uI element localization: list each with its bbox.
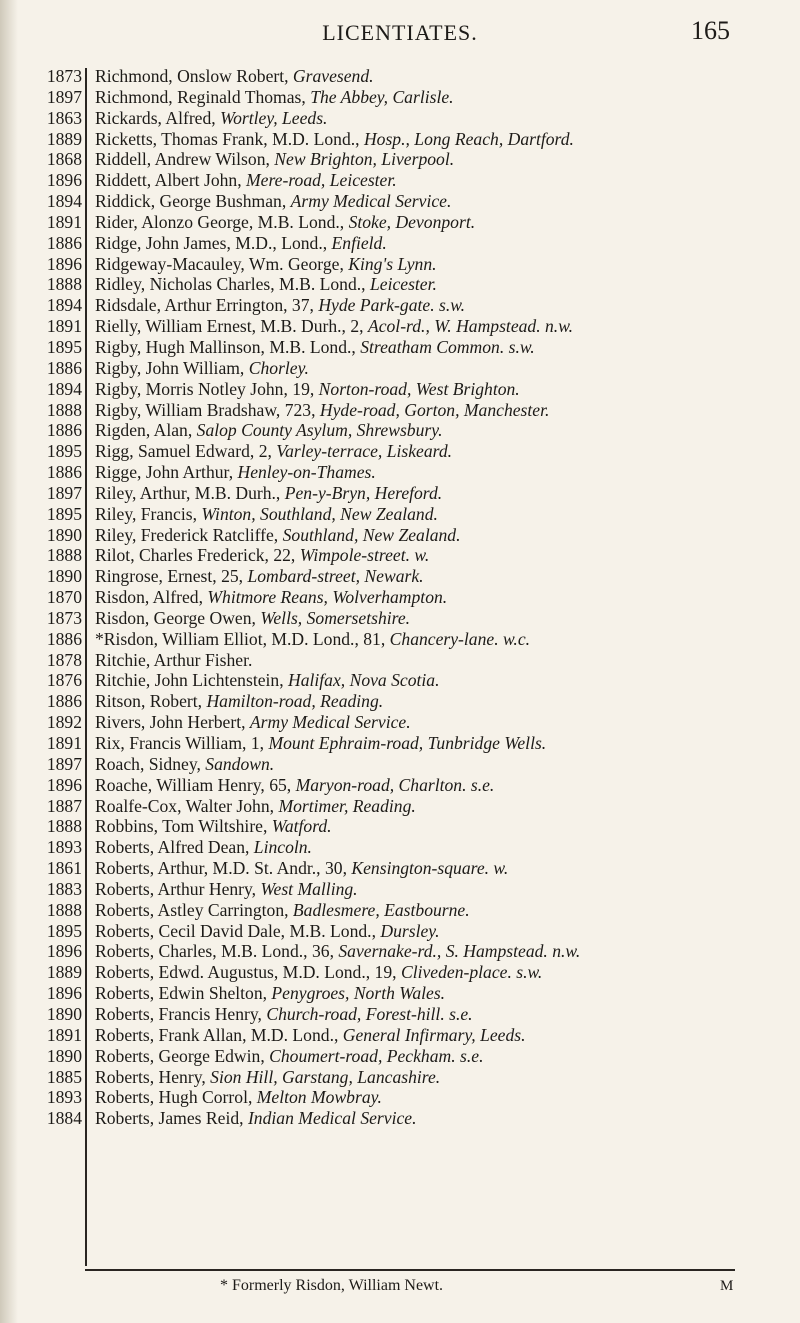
entry-year: 1886: [46, 232, 82, 253]
entry-year: 1895: [46, 503, 82, 524]
entry-location: Mortimer, Reading.: [278, 795, 416, 816]
entry-location: Army Medical Service.: [290, 191, 452, 212]
entry-name: Riddick, George Bushman,: [95, 191, 291, 212]
list-item: [95, 608, 795, 629]
list-item: [95, 400, 795, 421]
entry-location: Chorley.: [248, 357, 309, 378]
entry-year: 1893: [46, 837, 82, 858]
entry-location: Mere-road, Leicester.: [246, 170, 397, 191]
entry-location: Leicester.: [369, 274, 437, 295]
entry-name: Rielly, William Ernest, M.B. Durh., 2,: [95, 316, 368, 337]
list-item: [95, 941, 795, 962]
entry-location: Indian Medical Service.: [247, 1108, 417, 1129]
entry-location: Southland, New Zealand.: [282, 524, 461, 545]
list-item: [95, 149, 795, 170]
entry-name: Rigden, Alan,: [95, 420, 197, 441]
entry-year: 1878: [46, 649, 82, 670]
entry-year: 1863: [46, 107, 82, 128]
entry-location: Wimpole-street. w.: [299, 545, 430, 566]
list-item: [95, 1004, 795, 1025]
entry-year: 1893: [46, 1087, 82, 1108]
entries-column: [95, 66, 795, 1129]
entry-year: 1896: [46, 983, 82, 1004]
entry-location: Watford.: [271, 816, 332, 837]
entry-location: Hyde Park-gate. s.w.: [318, 295, 466, 316]
entry-year: 1886: [46, 420, 82, 441]
entry-year: 1885: [46, 1066, 82, 1087]
entry-location: Savernake-rd., S. Hampstead. n.w.: [338, 941, 581, 962]
list-item: [95, 587, 795, 608]
entry-name: Roberts, Edwd. Augustus, M.D. Lond., 19,: [95, 962, 401, 983]
entry-year: 1890: [46, 566, 82, 587]
entry-name: Roberts, James Reid,: [95, 1108, 248, 1129]
entry-year: 1891: [46, 316, 82, 337]
entry-name: Roache, William Henry, 65,: [95, 774, 296, 795]
entry-location: Hyde-road, Gorton, Manchester.: [319, 399, 550, 420]
entry-year: 1897: [46, 482, 82, 503]
entry-name: Ringrose, Ernest, 25,: [95, 566, 248, 587]
list-item: [95, 983, 795, 1004]
list-item: [95, 191, 795, 212]
entry-location: Melton Mowbray.: [256, 1087, 382, 1108]
list-item: [95, 1046, 795, 1067]
list-item: [95, 1087, 795, 1108]
list-item: [95, 441, 795, 462]
entry-location: King's Lynn.: [348, 253, 437, 274]
list-item: [95, 712, 795, 733]
list-item: [95, 483, 795, 504]
entry-name: Roalfe-Cox, Walter John,: [95, 795, 279, 816]
list-item: [95, 796, 795, 817]
entry-location: Henley-on-Thames.: [237, 462, 376, 483]
entry-year: 1896: [46, 170, 82, 191]
list-item: [95, 837, 795, 858]
list-item: [95, 358, 795, 379]
list-item: [95, 754, 795, 775]
entry-location: Acol-rd., W. Hampstead. n.w.: [367, 316, 574, 337]
list-item: [95, 691, 795, 712]
column-divider: [85, 68, 87, 1266]
list-item: [95, 108, 795, 129]
entry-location: Sion Hill, Garstang, Lancashire.: [210, 1066, 441, 1087]
entry-year: 1897: [46, 753, 82, 774]
list-item: [95, 1067, 795, 1088]
entry-location: Halifax, Nova Scotia.: [288, 670, 440, 691]
list-item: [95, 1108, 795, 1129]
entry-location: Chancery-lane. w.c.: [389, 628, 531, 649]
list-item: [95, 629, 795, 650]
entry-location: General Infirmary, Leeds.: [342, 1024, 526, 1045]
page-number: 165: [691, 16, 730, 45]
entry-year: 1892: [46, 712, 82, 733]
entry-year: 1895: [46, 336, 82, 357]
list-item: [95, 858, 795, 879]
entry-year: 1894: [46, 378, 82, 399]
list-item: [95, 337, 795, 358]
entry-name: Roberts, Hugh Corrol,: [95, 1087, 257, 1108]
entry-location: Salop County Asylum, Shrewsbury.: [196, 420, 443, 441]
list-item: [95, 545, 795, 566]
entry-name: Ricketts, Thomas Frank, M.D. Lond.,: [95, 128, 364, 149]
entry-year: 1890: [46, 1045, 82, 1066]
entry-year: 1888: [46, 545, 82, 566]
entry-name: Riddell, Andrew Wilson,: [95, 149, 275, 170]
entry-name: Roberts, Frank Allan, M.D. Lond.,: [95, 1024, 343, 1045]
entry-year: 1886: [46, 357, 82, 378]
entry-location: Dursley.: [380, 920, 440, 941]
page-header: [0, 12, 800, 52]
signature-mark: M: [720, 1278, 734, 1294]
entry-name: Riley, Arthur, M.B. Durh.,: [95, 482, 285, 503]
entry-name: Roach, Sidney,: [95, 753, 206, 774]
entry-location: Lincoln.: [253, 837, 312, 858]
entry-name: Rigby, John William,: [95, 357, 249, 378]
entry-name: Riddett, Albert John,: [95, 170, 247, 191]
list-item: [95, 379, 795, 400]
entry-year: 1896: [46, 941, 82, 962]
entry-year: 1894: [46, 191, 82, 212]
list-item: [95, 66, 795, 87]
entry-year: 1894: [46, 295, 82, 316]
entry-name: Rigby, Hugh Mallinson, M.B. Lond.,: [95, 336, 361, 357]
entry-name: Rigby, William Bradshaw, 723,: [95, 399, 320, 420]
entry-name: Ridge, John James, M.D., Lond.,: [95, 232, 332, 253]
entry-location: Varley-terrace, Liskeard.: [276, 441, 453, 462]
entry-year: 1890: [46, 1003, 82, 1024]
entry-location: Church-road, Forest-hill. s.e.: [266, 1003, 473, 1024]
entry-name: Roberts, Henry,: [95, 1066, 211, 1087]
list-item: [95, 733, 795, 754]
entry-year: 1884: [46, 1108, 82, 1129]
entry-name: Rigby, Morris Notley John, 19,: [95, 378, 319, 399]
entry-location: Mount Ephraim-road, Tunbridge Wells.: [268, 733, 547, 753]
list-item: [95, 775, 795, 796]
entry-year: 1876: [46, 670, 82, 691]
entry-location: Whitmore Reans, Wolverhampton.: [207, 587, 448, 608]
entry-name: Ridsdale, Arthur Errington, 37,: [95, 295, 319, 316]
entry-name: Rigge, John Arthur,: [95, 462, 238, 483]
entry-name: Ritson, Robert,: [95, 691, 207, 712]
entry-name: Roberts, George Edwin,: [95, 1045, 270, 1066]
entry-year: 1886: [46, 462, 82, 483]
list-item: [95, 295, 795, 316]
entry-name: Ritchie, John Lichtenstein,: [95, 670, 289, 691]
entry-year: 1888: [46, 274, 82, 295]
entry-location: West Malling.: [260, 878, 358, 899]
entry-name: Ridgeway-Macauley, Wm. George,: [95, 253, 349, 274]
entry-year: 1889: [46, 962, 82, 983]
entry-year: 1887: [46, 795, 82, 816]
entry-location: Gravesend.: [292, 66, 374, 86]
list-item: [95, 254, 795, 275]
entry-name: Roberts, Arthur Henry,: [95, 878, 261, 899]
entry-location: Norton-road, West Brighton.: [318, 378, 520, 399]
list-item: [95, 566, 795, 587]
entry-location: Hosp., Long Reach, Dartford.: [363, 128, 574, 149]
entry-location: Wells, Somersetshire.: [260, 607, 411, 628]
entry-year: 1873: [46, 607, 82, 628]
entry-year: 1883: [46, 878, 82, 899]
entry-name: Roberts, Francis Henry,: [95, 1003, 267, 1024]
list-item: [95, 650, 795, 671]
entry-year: 1873: [46, 66, 82, 86]
entry-name: *Risdon, William Elliot, M.D. Lond., 81,: [95, 628, 390, 649]
list-item: [95, 212, 795, 233]
entry-location: Wortley, Leeds.: [220, 107, 328, 128]
entry-location: Lombard-street, Newark.: [247, 566, 424, 587]
list-item: [95, 462, 795, 483]
entry-name: Roberts, Astley Carrington,: [95, 899, 293, 920]
entry-location: Stoke, Devonport.: [348, 211, 476, 232]
entry-name: Roberts, Cecil David Dale, M.B. Lond.,: [95, 920, 381, 941]
running-title: LICENTIATES.: [322, 20, 478, 45]
entry-location: Army Medical Service.: [249, 712, 411, 733]
entry-location: Hamilton-road, Reading.: [206, 691, 384, 712]
footer-rule: [85, 1269, 735, 1271]
entry-name: Riley, Frederick Ratcliffe,: [95, 524, 283, 545]
list-item: [95, 170, 795, 191]
entry-year: 1868: [46, 149, 82, 170]
entry-name: Risdon, Alfred,: [95, 587, 208, 608]
entry-name: Rix, Francis William, 1,: [95, 733, 269, 753]
page-edge-shadow: [0, 0, 18, 1323]
entry-name: Roberts, Charles, M.B. Lond., 36,: [95, 941, 339, 962]
entry-year: 1890: [46, 524, 82, 545]
entry-year: 1888: [46, 899, 82, 920]
list-item: [95, 87, 795, 108]
entry-location: Streatham Common. s.w.: [360, 336, 535, 357]
entry-name: Rilot, Charles Frederick, 22,: [95, 545, 300, 566]
list-item: [95, 525, 795, 546]
entry-location: Winton, Southland, New Zealand.: [201, 503, 438, 524]
entry-location: Enfield.: [331, 232, 387, 253]
entry-year: 1897: [46, 86, 82, 107]
entry-year: 1861: [46, 858, 82, 879]
entry-year: 1895: [46, 441, 82, 462]
entry-location: The Abbey, Carlisle.: [310, 86, 454, 107]
list-item: [95, 816, 795, 837]
entry-name: Ritchie, Arthur Fisher.: [95, 649, 253, 670]
entry-year: 1888: [46, 816, 82, 837]
year-column: [24, 66, 82, 1129]
entry-location: Penygroes, North Wales.: [271, 983, 446, 1004]
entry-name: Rider, Alonzo George, M.B. Lond.,: [95, 211, 349, 232]
entry-year: 1896: [46, 253, 82, 274]
list-item: [95, 129, 795, 150]
entry-name: Rivers, John Herbert,: [95, 712, 250, 733]
entry-year: 1896: [46, 774, 82, 795]
entry-name: Rickards, Alfred,: [95, 107, 221, 128]
entry-name: Robbins, Tom Wiltshire,: [95, 816, 272, 837]
entry-year: 1895: [46, 920, 82, 941]
list-item: [95, 921, 795, 942]
entry-name: Roberts, Edwin Shelton,: [95, 983, 272, 1004]
entry-location: Sandown.: [205, 753, 275, 774]
list-item: [95, 900, 795, 921]
entry-year: 1889: [46, 128, 82, 149]
list-item: [95, 233, 795, 254]
entry-year: 1891: [46, 211, 82, 232]
entry-location: New Brighton, Liverpool.: [274, 149, 455, 170]
entry-location: Badlesmere, Eastbourne.: [292, 899, 470, 920]
entry-name: Richmond, Onslow Robert,: [95, 66, 293, 86]
entry-name: Riley, Francis,: [95, 503, 202, 524]
entry-year: 1886: [46, 628, 82, 649]
list-item: [95, 670, 795, 691]
entry-year: 1891: [46, 733, 82, 753]
entry-name: Ridley, Nicholas Charles, M.B. Lond.,: [95, 274, 370, 295]
entry-year: 1888: [46, 399, 82, 420]
entry-name: Richmond, Reginald Thomas,: [95, 86, 311, 107]
list-item: [95, 316, 795, 337]
entry-name: Rigg, Samuel Edward, 2,: [95, 441, 277, 462]
entry-year: 1886: [46, 691, 82, 712]
entry-name: Roberts, Arthur, M.D. St. Andr., 30,: [95, 858, 352, 879]
list-item: [95, 879, 795, 900]
list-item: [95, 274, 795, 295]
footnote: * Formerly Risdon, William Newt.: [220, 1277, 444, 1294]
entry-location: Pen-y-Bryn, Hereford.: [284, 482, 443, 503]
entry-location: Kensington-square. w.: [351, 858, 509, 879]
entry-location: Cliveden-place. s.w.: [400, 962, 543, 983]
list-item: [95, 1025, 795, 1046]
entry-location: Maryon-road, Charlton. s.e.: [295, 774, 495, 795]
entry-year: 1891: [46, 1024, 82, 1045]
entry-name: Roberts, Alfred Dean,: [95, 837, 254, 858]
entry-location: Choumert-road, Peckham. s.e.: [269, 1045, 484, 1066]
list-item: [95, 504, 795, 525]
list-item: [95, 420, 795, 441]
entry-name: Risdon, George Owen,: [95, 607, 261, 628]
entry-year: 1870: [46, 587, 82, 608]
list-item: [95, 962, 795, 983]
